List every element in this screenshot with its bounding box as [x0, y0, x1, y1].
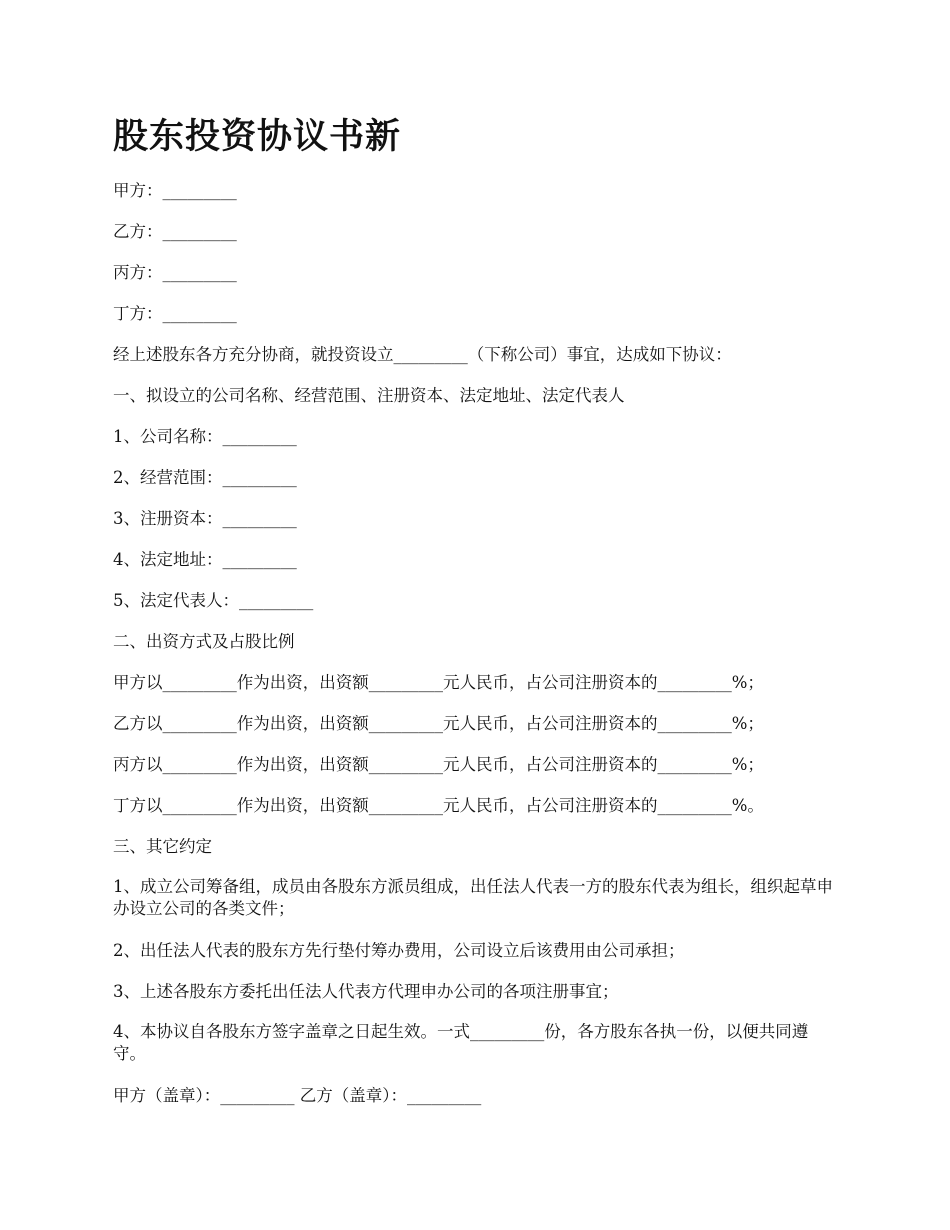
section-2-heading: 二、出资方式及占股比例: [113, 632, 295, 651]
signature-line: 甲方（盖章）：_________ 乙方（盖章）：_________: [113, 1086, 482, 1105]
other-agreement-2: 2、出任法人代表的股东方先行垫付筹办费用，公司设立后该费用由公司承担；: [113, 941, 685, 960]
party-b-line: 乙方：_________: [113, 222, 237, 241]
company-name-line: 1、公司名称：_________: [113, 427, 297, 446]
document-body: [113, 179, 841, 1125]
section-3-heading: 三、其它约定: [113, 837, 212, 856]
contribution-party-c: 丙方以_________作为出资，出资额_________元人民币，占公司注册资本的_________%；: [113, 755, 764, 774]
legal-representative-line: 5、法定代表人：_________: [113, 591, 314, 610]
business-scope-line: 2、经营范围：_________: [113, 468, 297, 487]
section-1-heading: 一、拟设立的公司名称、经营范围、注册资本、法定地址、法定代表人: [113, 386, 625, 405]
other-agreement-3: 3、上述各股东方委托出任法人代表方代理申办公司的各项注册事宜；: [113, 982, 619, 1001]
other-agreement-4: 4、本协议自各股东方签字盖章之日起生效。一式_________份，各方股东各执一份，以便共同遵守。: [113, 1022, 809, 1063]
contribution-party-d: 丁方以_________作为出资，出资额_________元人民币，占公司注册资本的_________%。: [113, 796, 764, 815]
party-c-line: 丙方：_________: [113, 263, 237, 282]
party-a-line: 甲方：_________: [113, 181, 237, 200]
document-title: 股东投资协议书新: [113, 116, 402, 157]
registered-capital-line: 3、注册资本：_________: [113, 509, 297, 528]
intro-paragraph: 经上述股东各方充分协商，就投资设立_________（下称公司）事宜，达成如下协议：: [113, 345, 732, 364]
party-d-line: 丁方：_________: [113, 304, 237, 323]
legal-address-line: 4、法定地址：_________: [113, 550, 297, 569]
contribution-party-b: 乙方以_________作为出资，出资额_________元人民币，占公司注册资本的_________%；: [113, 714, 764, 733]
other-agreement-1: 1、成立公司筹备组，成员由各股东方派员组成，出任法人代表一方的股东代表为组长，组织起草申办设立公司的各类文件；: [113, 877, 833, 918]
contribution-party-a: 甲方以_________作为出资，出资额_________元人民币，占公司注册资本的_________%；: [113, 673, 764, 692]
